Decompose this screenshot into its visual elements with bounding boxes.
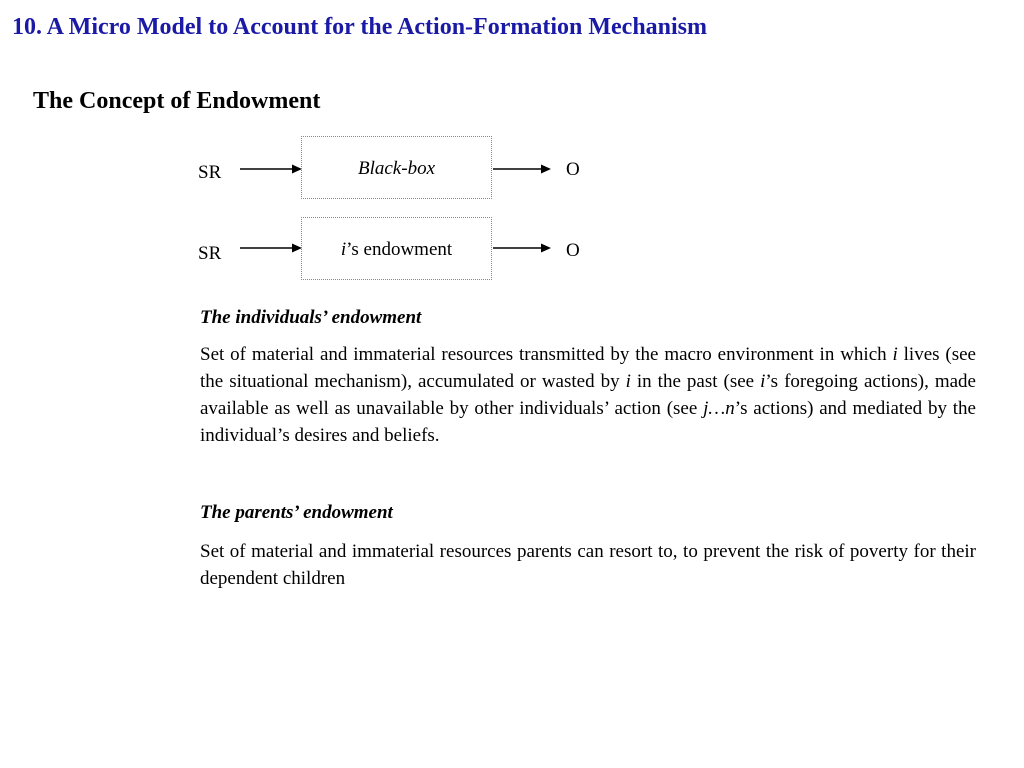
parents-endowment-heading: The parents’ endowment <box>200 502 393 523</box>
row1-output-arrow <box>493 162 551 176</box>
row1-output-label: O <box>566 159 580 180</box>
endowment-box <box>301 217 492 280</box>
row1-input-label: SR <box>198 162 222 183</box>
row1-input-arrow <box>240 162 302 176</box>
individuals-endowment-heading: The individuals’ endowment <box>200 307 422 328</box>
individuals-endowment-definition: Set of material and immaterial resources transmitted by the macro environment in which i lives (see the situational mechanism), accumulated or wasted by i in the past (see i’s foregoing actions), made available as well as unavailable by other individuals’ action (see j…n’s actions) and mediated by the individual’s desires and beliefs. <box>200 344 976 446</box>
row2-input-arrow <box>240 241 302 255</box>
slide-title: 10. A Micro Model to Account for the Action-Formation Mechanism <box>12 14 708 40</box>
black-box-label: Black-box <box>357 158 435 179</box>
black-box <box>301 136 492 199</box>
endowment-box-var: i <box>340 239 347 260</box>
parents-endowment-definition: Set of material and immaterial resources parents can resort to, to prevent the risk of poverty for their dependent children <box>200 541 976 589</box>
row2-output-arrow <box>493 241 551 255</box>
section-subtitle: The Concept of Endowment <box>33 88 321 114</box>
endowment-box-label: ’s endowment <box>346 239 453 260</box>
row2-output-label: O <box>566 240 580 261</box>
row2-input-label: SR <box>198 243 222 264</box>
